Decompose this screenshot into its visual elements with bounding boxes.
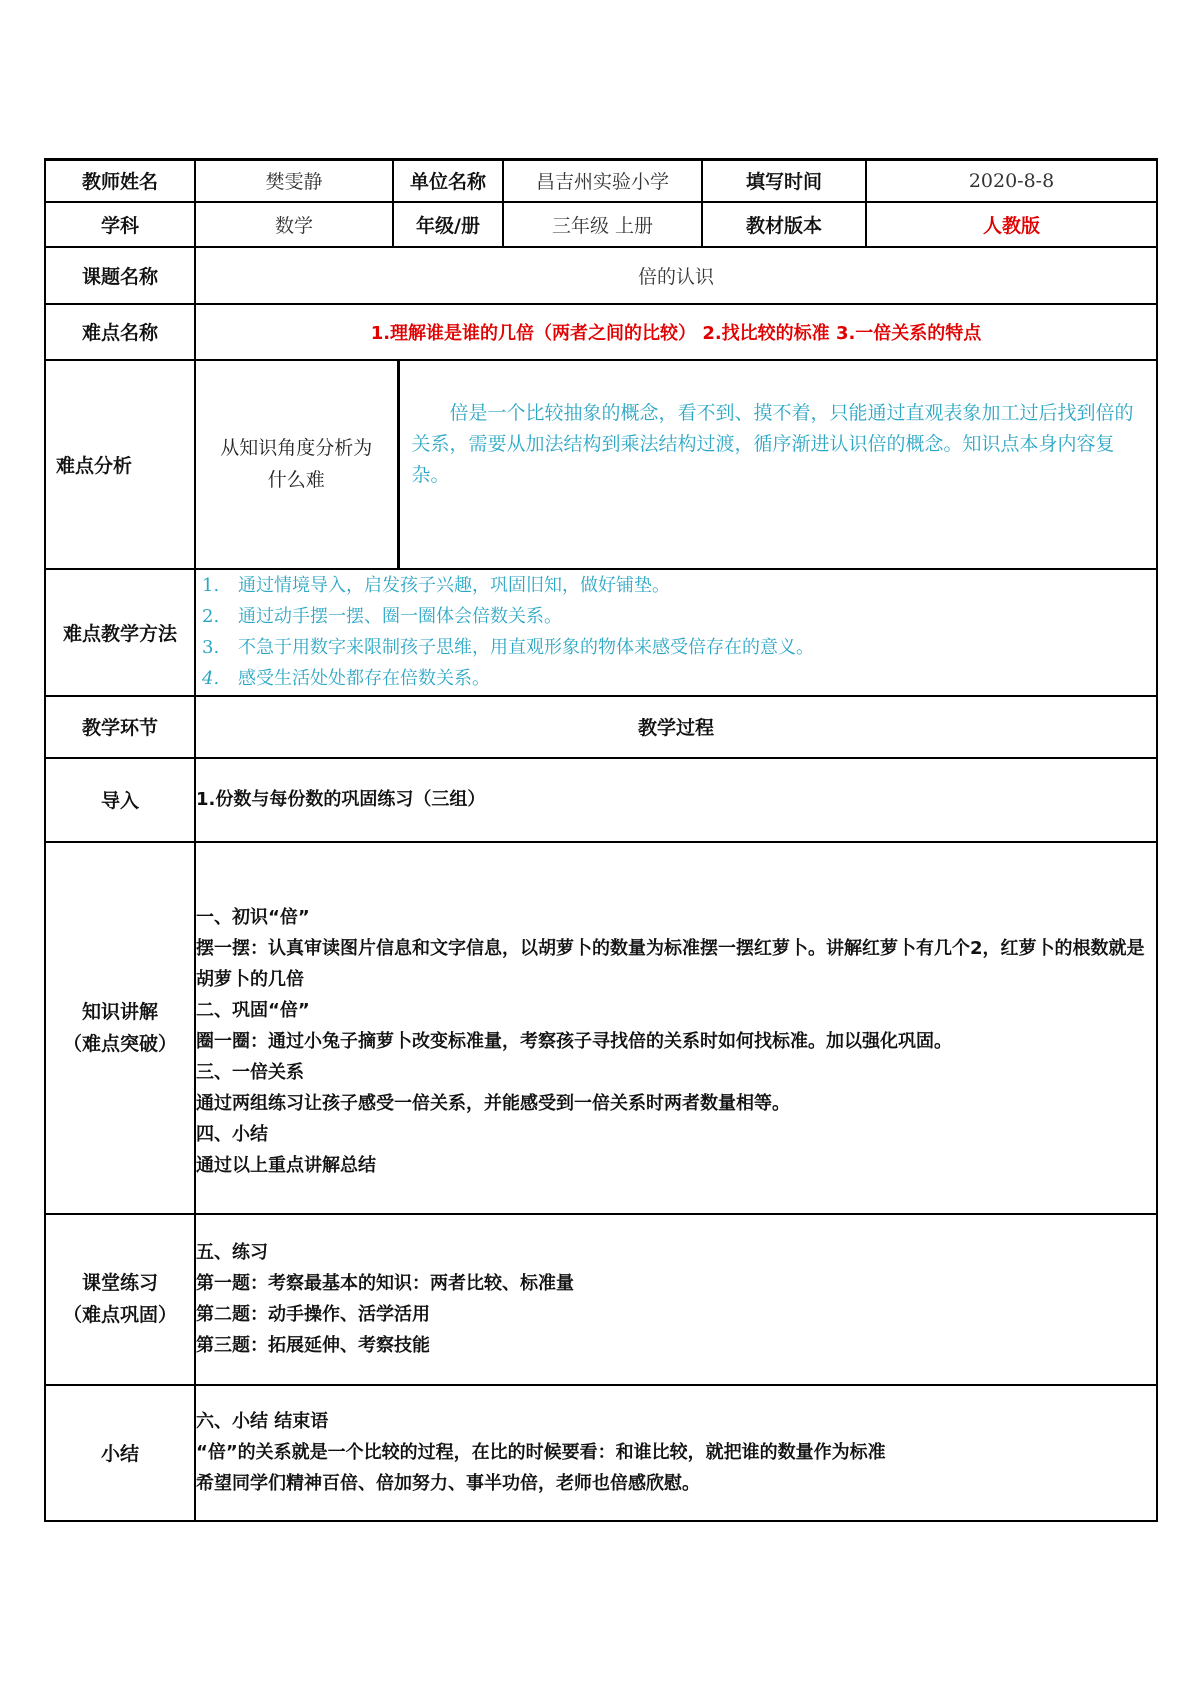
summary-content: [195, 1385, 1157, 1521]
difficulty-label: 难点名称: [45, 304, 195, 360]
date-label: 填写时间: [702, 160, 866, 202]
methods-label: 难点教学方法: [45, 569, 195, 696]
practice-label-line1: 课堂练习: [81, 1272, 158, 1294]
practice-line: 第三题：拓展延伸、考察技能: [196, 1335, 430, 1356]
summary-line: 六、小结 结束语: [196, 1411, 329, 1432]
method-item: 1. 通过情境导入，启发孩子兴趣，巩固旧知，做好铺垫。: [202, 575, 670, 596]
knowledge-line: 四、小结: [196, 1124, 268, 1145]
knowledge-line: 通过两组练习让孩子感受一倍关系，并能感受到一倍关系时两者数量相等。: [196, 1093, 790, 1114]
summary-line: “倍”的关系就是一个比较的过程，在比的时候要看：和谁比较，就把谁的数量作为标准: [196, 1442, 886, 1463]
methods-list: [195, 569, 1157, 696]
analysis-angle-line2: 什么难: [267, 469, 325, 491]
unit-label: 单位名称: [393, 160, 503, 202]
method-item: 3. 不急于用数字来限制孩子思维，用直观形象的物体来感受倍存在的意义。: [202, 637, 814, 658]
subject-label: 学科: [45, 202, 195, 247]
analysis-angle: [196, 361, 398, 568]
knowledge-label-line2: （难点突破）: [62, 1032, 177, 1055]
knowledge-content: [195, 842, 1157, 1214]
intro-label: 导入: [45, 758, 195, 842]
summary-line: 希望同学们精神百倍、倍加努力、事半功倍，老师也倍感欣慰。: [196, 1473, 700, 1494]
process-step-label: 教学环节: [45, 696, 195, 758]
knowledge-line: 圈一圈：通过小兔子摘萝卜改变标准量，考察孩子寻找倍的关系时如何找标准。加以强化巩固。: [196, 1031, 952, 1052]
intro-text: 1.份数与每份数的巩固练习（三组）: [195, 758, 1157, 842]
difficulty-value: 1.理解谁是谁的几倍（两者之间的比较） 2.找比较的标准 3.一倍关系的特点: [195, 304, 1157, 360]
grade-value: 三年级 上册: [503, 202, 702, 247]
practice-line: 第一题：考察最基本的知识：两者比较、标准量: [196, 1273, 574, 1294]
analysis-cell: [195, 360, 1157, 569]
knowledge-label-line1: 知识讲解: [81, 1000, 158, 1023]
practice-label: [45, 1214, 195, 1385]
knowledge-line: 一、初识“倍”: [196, 907, 310, 928]
analysis-angle-line1: 从知识角度分析为: [220, 437, 373, 459]
teacher-label: 教师姓名: [45, 160, 195, 202]
knowledge-line: 三、一倍关系: [196, 1062, 304, 1083]
summary-label: 小结: [45, 1385, 195, 1521]
method-item: 4. 感受生活处处都存在倍数关系。: [202, 668, 490, 689]
date-value: 2020-8-8: [866, 160, 1157, 202]
practice-label-line2: （难点巩固）: [62, 1304, 177, 1326]
practice-line: 第二题：动手操作、活学活用: [196, 1304, 430, 1325]
knowledge-label: [45, 842, 195, 1214]
topic-value: 倍的认识: [195, 247, 1157, 304]
teacher-name: 樊雯静: [195, 160, 393, 202]
analysis-label: 难点分析: [45, 360, 195, 569]
lesson-plan-table: [44, 158, 1156, 1522]
method-item: 2. 通过动手摆一摆、圈一圈体会倍数关系。: [202, 606, 562, 627]
knowledge-line: 二、巩固“倍”: [196, 1000, 310, 1021]
topic-label: 课题名称: [45, 247, 195, 304]
knowledge-line: 摆一摆：认真审读图片信息和文字信息，以胡萝卜的数量为标准摆一摆红萝卜。讲解红萝卜有几个2，红萝卜的根数就是胡萝卜的几倍: [196, 938, 1145, 990]
process-header: 教学过程: [195, 696, 1157, 758]
edition-value: 人教版: [866, 202, 1157, 247]
grade-label: 年级/册: [393, 202, 503, 247]
edition-label: 教材版本: [702, 202, 866, 247]
analysis-text: 倍是一个比较抽象的概念，看不到、摸不着，只能通过直观表象加工过后找到倍的关系，需要从加法结构到乘法结构过渡，循序渐进认识倍的概念。知识点本身内容复杂。: [411, 401, 1134, 486]
subject-value: 数学: [195, 202, 393, 247]
analysis-text-cell: [398, 361, 1156, 568]
practice-line: 五、练习: [196, 1242, 268, 1263]
knowledge-line: 通过以上重点讲解总结: [196, 1155, 376, 1176]
practice-content: [195, 1214, 1157, 1385]
unit-name: 昌吉州实验小学: [503, 160, 702, 202]
